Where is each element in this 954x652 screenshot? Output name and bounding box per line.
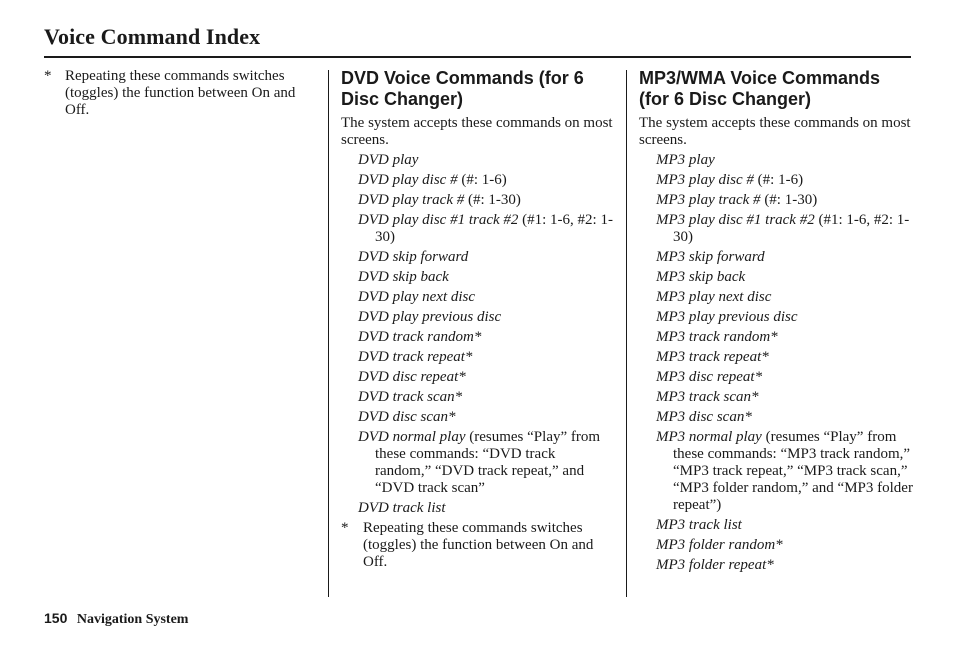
command-item — [656, 537, 913, 554]
command-item — [656, 389, 913, 406]
mp3-section-heading — [639, 68, 913, 110]
column-divider-1 — [328, 70, 329, 597]
command-detail: (resumes “Play” from these commands: “DVD track random,” “DVD track repeat,” and “DVD track scan” — [375, 429, 601, 496]
command-detail: (#: 1-30) — [760, 192, 818, 208]
command-phrase: DVD play — [358, 152, 419, 168]
mp3-command-list — [639, 152, 913, 574]
command-phrase: DVD track random* — [358, 329, 482, 345]
command-phrase: DVD normal play — [358, 429, 466, 445]
command-phrase: MP3 play disc #1 track #2 — [656, 212, 815, 228]
command-item — [358, 172, 613, 189]
command-detail: (resumes “Play” from these commands: “MP3 track random,” “MP3 track repeat,” “MP3 track scan,” “MP3 folder random,” and “MP3 folder repeat”) — [673, 429, 913, 513]
command-detail: (#: 1-6) — [753, 172, 804, 188]
command-phrase: DVD track repeat* — [358, 349, 473, 365]
command-phrase: DVD skip forward — [358, 249, 469, 265]
command-item — [656, 212, 913, 246]
section-name: Navigation System — [76, 612, 189, 627]
command-item — [358, 500, 613, 517]
command-item — [358, 389, 613, 406]
dvd-intro: The system accepts these commands on most screens. — [341, 115, 613, 148]
command-item — [358, 289, 613, 306]
command-item — [656, 152, 913, 169]
mp3-commands-section — [639, 68, 913, 577]
command-item — [656, 172, 913, 189]
page-footer — [44, 610, 188, 628]
command-phrase: DVD skip back — [358, 269, 449, 285]
command-item — [358, 329, 613, 346]
command-item — [656, 309, 913, 326]
command-detail: (#: 1-6) — [457, 172, 507, 188]
command-phrase: MP3 play disc # — [656, 172, 754, 188]
command-item — [656, 409, 913, 426]
command-phrase: MP3 track scan* — [656, 389, 759, 405]
command-phrase: MP3 track random* — [656, 329, 778, 345]
command-phrase: DVD play disc # — [358, 172, 458, 188]
heading-line: (for 6 Disc Changer) — [639, 89, 812, 109]
command-phrase: MP3 disc scan* — [656, 409, 752, 425]
command-item — [358, 212, 613, 246]
command-phrase: MP3 skip back — [656, 269, 746, 285]
command-phrase: MP3 folder random* — [656, 537, 783, 553]
command-item — [358, 369, 613, 386]
command-item — [358, 409, 613, 426]
command-item — [358, 192, 613, 209]
command-item — [656, 289, 913, 306]
page-number: 150 — [44, 610, 68, 626]
heading-line: DVD Voice Commands (for 6 — [341, 68, 584, 88]
command-phrase: DVD track scan* — [358, 389, 463, 405]
dvd-commands-section — [341, 68, 613, 571]
command-item — [656, 349, 913, 366]
command-item — [656, 269, 913, 286]
command-item — [358, 152, 613, 169]
command-phrase: DVD play previous disc — [358, 309, 502, 325]
command-phrase: DVD play track # — [358, 192, 465, 208]
note-text: Repeating these commands switches (toggles) the function between On and Off. — [65, 68, 296, 118]
command-item — [358, 269, 613, 286]
command-item — [358, 309, 613, 326]
command-phrase: MP3 skip forward — [656, 249, 765, 265]
heading-line: MP3/WMA Voice Commands — [639, 68, 881, 88]
command-item — [656, 329, 913, 346]
command-phrase: DVD disc scan* — [358, 409, 456, 425]
command-phrase: MP3 play next disc — [656, 289, 772, 305]
command-phrase: DVD play disc #1 track #2 — [358, 212, 519, 228]
column-divider-2 — [626, 70, 627, 597]
toggle-note — [44, 68, 316, 119]
command-phrase: MP3 play — [656, 152, 715, 168]
note-text: Repeating these commands switches (toggles) the function between On and Off. — [363, 520, 594, 570]
command-phrase: DVD play next disc — [358, 289, 476, 305]
command-item — [358, 249, 613, 266]
column-1 — [44, 68, 316, 119]
command-item — [656, 517, 913, 534]
heading-line: Disc Changer) — [341, 89, 464, 109]
command-phrase: MP3 normal play — [656, 429, 762, 445]
dvd-toggle-note — [341, 520, 613, 571]
command-item — [656, 192, 913, 209]
command-item — [656, 249, 913, 266]
command-item — [358, 349, 613, 366]
command-detail: (#1: 1-6, #2: 1-30) — [673, 212, 910, 245]
command-phrase: MP3 play track # — [656, 192, 761, 208]
command-phrase: MP3 folder repeat* — [656, 557, 774, 573]
title-rule — [44, 56, 911, 58]
mp3-intro: The system accepts these commands on most screens. — [639, 115, 911, 148]
command-item — [656, 429, 913, 514]
page-title: Voice Command Index — [44, 24, 261, 49]
dvd-command-list — [341, 152, 613, 517]
command-item — [656, 557, 913, 574]
note-asterisk: * — [341, 520, 349, 536]
dvd-section-heading — [341, 68, 613, 110]
command-item — [656, 369, 913, 386]
command-phrase: MP3 play previous disc — [656, 309, 798, 325]
command-phrase: MP3 track list — [656, 517, 742, 533]
command-detail: (#: 1-30) — [464, 192, 521, 208]
command-phrase: DVD disc repeat* — [358, 369, 466, 385]
command-phrase: MP3 disc repeat* — [656, 369, 763, 385]
command-phrase: MP3 track repeat* — [656, 349, 769, 365]
command-phrase: DVD track list — [358, 500, 446, 516]
command-detail: (#1: 1-6, #2: 1-30) — [375, 212, 613, 245]
command-item — [358, 429, 613, 497]
note-asterisk: * — [44, 68, 52, 84]
